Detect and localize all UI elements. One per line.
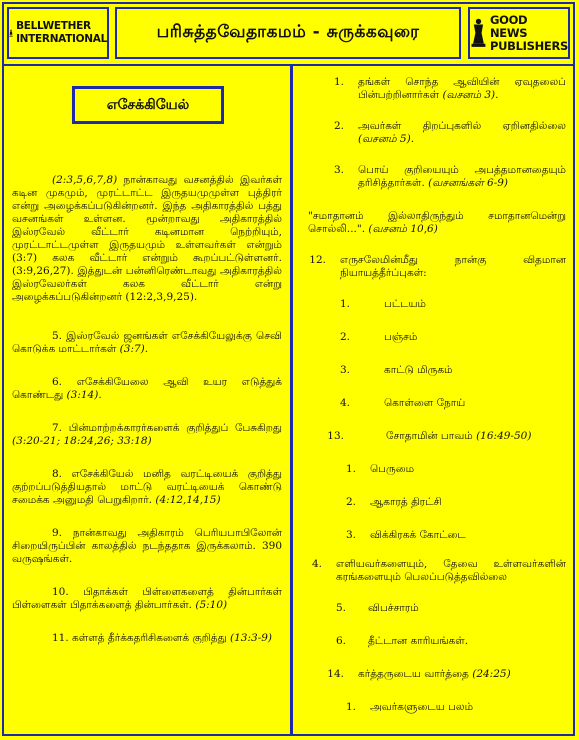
list-item: 2. பஞ்சம் bbox=[339, 331, 418, 343]
list-item: 1. பெருமை bbox=[345, 463, 415, 475]
right-logo-line1: GOOD NEWS bbox=[489, 12, 528, 40]
statue-icon bbox=[470, 13, 487, 53]
list-item: 6. தீட்டான காரியங்கள். bbox=[335, 635, 469, 647]
right-logo-line2: PUBLISHERS bbox=[489, 38, 568, 53]
left-column bbox=[10, 66, 286, 645]
list-item: 5. விபச்சாரம் bbox=[335, 602, 419, 614]
paragraph: 8. எசேக்கியேல் மனித வரட்டியைக் குறித்து குற்றப்படுத்தியதால் மாட்டு வரட்டியைக் கொண்டு சமைக்க அனுமதி பெறுகிறார். (4:12,14,15) bbox=[12, 468, 282, 506]
list-item: 3. பொய் குறியையும் அபத்தமானதையும் தரிசித்தார்கள். (வசனங்கள் 6-9) bbox=[333, 164, 566, 189]
list-item: 1. அவர்களுடைய பலம் bbox=[345, 701, 474, 713]
column-divider bbox=[290, 64, 293, 736]
list-item: 14. கர்த்தருடைய வார்த்தை (24:25) bbox=[327, 668, 511, 680]
header bbox=[4, 4, 573, 66]
left-logo-line1: BELLWETHER bbox=[16, 20, 91, 32]
figure-icon bbox=[9, 13, 13, 53]
right-column bbox=[300, 66, 566, 714]
list-item: 1. தங்கள் சொந்த ஆவியின் ஏவுதலைப் பின்பற்றினார்கள் (வசனம் 3). bbox=[333, 76, 566, 101]
list-item: 4. எளியவர்களையும், தேவை உள்ளவர்களின் கரங்களையும் பெலப்படுத்தவில்லை bbox=[311, 558, 566, 583]
paragraph: 5. இஸ்ரவேல் ஜனங்கள் எசேக்கியேலுக்கு செவி கொடுக்க மாட்டார்கள் (3:7). bbox=[12, 330, 282, 355]
paragraph: 9. நான்காவது அதிகாரம் பெரியபாபிலோன் சிறையிருப்பின் காலத்தில் நடந்ததாக இருக்கலாம். 390 வருஷங்கள். bbox=[12, 527, 282, 565]
bellwether-logo bbox=[7, 7, 109, 59]
paragraph: 6. எசேக்கியேலை ஆவி உயர எடுத்துக் கொண்டது (3:14). bbox=[12, 376, 282, 401]
page-title: பரிசுத்தவேதாகமம் - சுருக்கவுரை bbox=[115, 7, 461, 59]
paragraph: 11. கள்ளத் தீர்க்கதரிசிகளைக் குறித்து (13:3-9) bbox=[52, 632, 273, 644]
quote-item: "சமாதானம் இல்லாதிருந்தும் சமாதானமென்று சொல்லி...". (வசனம் 10,6) bbox=[308, 210, 566, 235]
list-item: 3. காட்டு மிருகம் bbox=[339, 364, 453, 376]
left-logo-line2: INTERNATIONAL bbox=[16, 33, 107, 45]
list-item: 2. ஆகாரத் திரட்சி bbox=[345, 496, 442, 508]
list-item: 12. எருசலேமின்மீது நான்கு விதமான நியாயத்தீர்ப்புகள்: bbox=[309, 254, 566, 279]
good-news-logo bbox=[468, 7, 570, 59]
list-item: 3. விக்கிரகக் கோட்டை bbox=[345, 529, 466, 541]
list-item: 2. அவர்கள் திறப்புகளில் ஏறினதில்லை (வசனம் 5). bbox=[333, 120, 566, 145]
paragraph: (2:3,5,6,7,8) நான்காவது வசனத்தில் இவர்கள் கடின முகமும், முரட்டாட்ட இருதயமுமுள்ள புத்திரர் என்று அழைக்கப்படுகின்றனர். இந்த அதிகாரத்தில் பத்து வசனங்கள் உள்ளன. மூன்றாவது அதிகாரத்தில் இஸ்ரவேல் வீட்டார் கடினமான நெற்றியும், முரட்டாட்டமுள்ள இருதயமும் உள்ளவர்கள் என்றும் (3:7) கலக வீட்டார் என்றும் கூறப்பட்டுள்ளனர். (3:9,26,27). இத்துடன் பன்னிரெண்டாவது அதிகாரத்தில் இஸ்ரவேலர்கள் கலக வீட்டார் என்று அழைக்கப்படுகின்றனர் (12:2,3,9,25). bbox=[12, 174, 282, 303]
paragraph: 10. பிதாக்கள் பிள்ளைகளைத் தின்பார்கள் பிள்ளைகள் பிதாக்களைத் தின்பார்கள். (5:10) bbox=[12, 586, 282, 611]
page bbox=[2, 2, 575, 736]
chapter-title: எசேக்கியேல் bbox=[72, 86, 224, 124]
paragraph: 7. பின்மாற்றக்காரர்களைக் குறித்துப் பேசுகிறது (3:20-21; 18:24,26; 33:18) bbox=[12, 422, 282, 447]
list-item: 13. சோதாமின் பாவம் (16:49-50) bbox=[327, 430, 532, 442]
list-item: 1. பட்டயம் bbox=[339, 298, 426, 310]
list-item: 4. கொள்ளை நோய் bbox=[339, 397, 466, 409]
